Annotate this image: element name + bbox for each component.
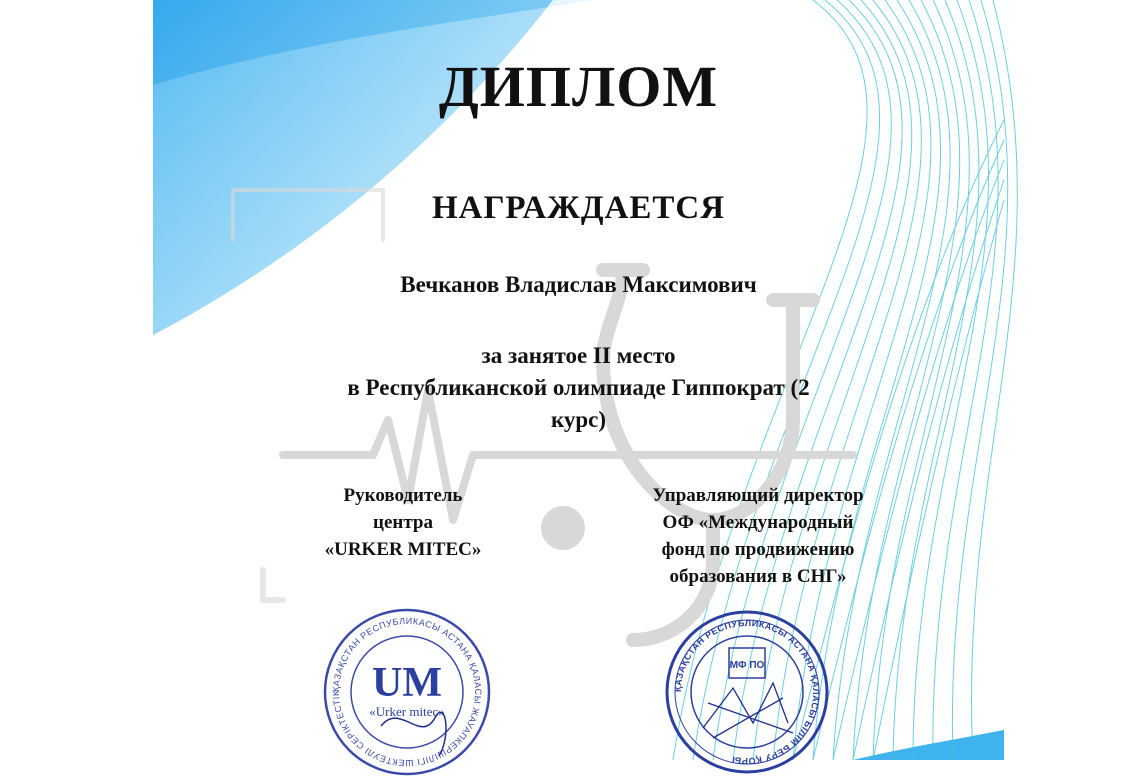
right-signatory <box>608 482 908 590</box>
signatory-line: Управляющий директор <box>652 485 864 506</box>
signature-scribble <box>703 683 793 738</box>
signatory-line: образования в СНГ» <box>669 566 847 587</box>
award-reason-line: курс) <box>550 407 607 432</box>
signatory-line: фонд по продвижению <box>661 539 855 560</box>
stamp-ring-text: ҚАЗАҚСТАН РЕСПУБЛИКАСЫ АСТАНА ҚАЛАСЫ БІЛІМ БЕРУ ҚОРЫ <box>672 617 822 767</box>
signatory-line: центра <box>373 512 433 533</box>
recipient-name: Вечканов Владислав Максимович <box>400 272 757 297</box>
left-signatory <box>273 482 533 563</box>
stamp-monogram: МФ ПО <box>729 660 765 671</box>
stamp-name: «Urker mitec» <box>369 704 445 719</box>
stamp-ring-text: ҚАЗАҚСТАН РЕСПУБЛИКАСЫ АСТАНА ҚАЛАСЫ ЖАУАПКЕРШІЛІГІ ШЕКТЕУЛІ СЕРІКТЕСТІК <box>330 615 484 769</box>
svg-text:ҚАЗАҚСТАН РЕСПУБЛИКАСЫ АСТАНА <box>673 618 821 766</box>
stamp-monogram: UM <box>372 660 442 706</box>
diploma-page <box>153 0 1004 769</box>
stethoscope-chestpiece-icon <box>541 506 585 550</box>
foundation-stamp <box>663 608 831 776</box>
award-reason-line: за занятое II место <box>481 343 676 368</box>
urker-mitec-stamp <box>321 606 493 778</box>
diploma-title: ДИПЛОМ <box>438 54 719 119</box>
award-heading: НАГРАЖДАЕТСЯ <box>431 190 726 226</box>
award-reason-line: в Республиканской олимпиаде Гиппократ (2 <box>347 375 810 400</box>
signatory-line: Руководитель <box>343 485 463 506</box>
signatory-line: «URKER MITEC» <box>324 539 482 560</box>
signatory-line: ОФ «Международный <box>662 512 854 533</box>
award-reason <box>153 340 1004 436</box>
